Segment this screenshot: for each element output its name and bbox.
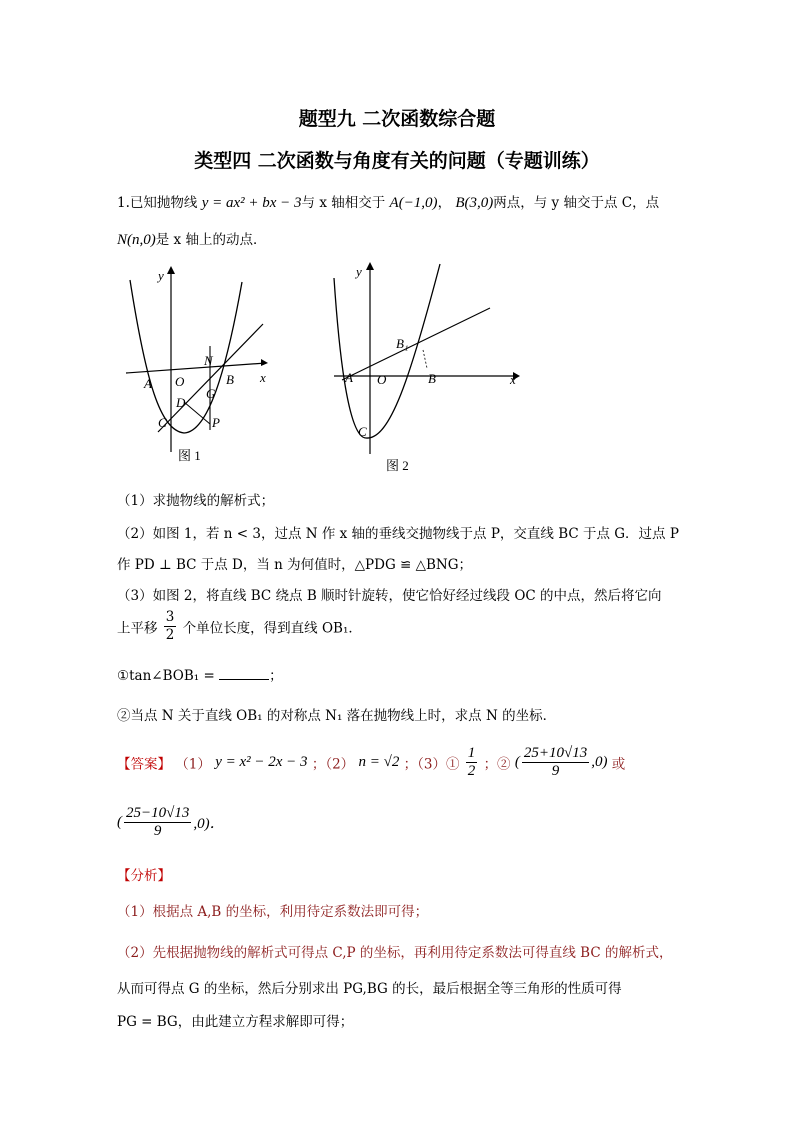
fig1-label-b: B: [226, 372, 234, 387]
fig1-label-p: P: [212, 415, 220, 430]
analysis-step2-line1: （2）先根据抛物线的解析式可得点 C,P 的坐标，再利用待定系数法可得直线 BC 的解析式，: [117, 945, 673, 961]
page-subtitle: 类型四 二次函数与角度有关的问题（专题训练）: [194, 150, 600, 172]
answer-part: ；（2）: [311, 756, 355, 773]
answer-4-num: 25+10√13: [523, 745, 588, 761]
fig1-label-d: D: [176, 395, 186, 410]
fig2-caption: 图 2: [386, 458, 409, 473]
question-3-sub1: [117, 664, 283, 684]
question-3-line2: [117, 609, 362, 644]
answer-part: （1）: [175, 756, 211, 773]
fig1-label-n: N: [204, 353, 213, 368]
problem-intro-line2: [117, 228, 266, 249]
answer-5-tail: ,0)．: [193, 816, 225, 832]
q3-fraction: [164, 609, 177, 644]
figure-1: [118, 262, 278, 474]
answer-3-fraction: [466, 745, 478, 780]
analysis-step2-line3: PG = BG，由此建立方程求解即可得；: [117, 1014, 354, 1030]
fig2-label-o: O: [377, 372, 387, 387]
answer-5-fraction: [124, 805, 191, 840]
answer-5-num: 25−10√13: [126, 805, 190, 821]
fig2-label-c: C: [358, 424, 367, 439]
fig2-label-b: B: [428, 371, 436, 386]
answer-4-den: 9: [551, 763, 560, 779]
problem-number: 1.: [117, 195, 130, 211]
answer-blank: [219, 667, 269, 680]
point-a: A(−1,0): [389, 195, 438, 211]
fig2-label-x: x: [510, 372, 516, 387]
problem-text: 已知抛物线: [129, 195, 198, 211]
fig1-caption: 图 1: [178, 448, 201, 463]
q3-text: 上平移: [117, 620, 158, 637]
question-3-sub2: ②当点 N 关于直线 OB₁ 的对称点 N₁ 落在抛物线上时，求点 N 的坐标．: [117, 708, 557, 724]
problem-intro-line1: [117, 191, 659, 212]
problem-text: 与 x 轴相交于: [301, 195, 386, 211]
analysis-step1: （1）根据点 A,B 的坐标，利用待定系数法即可得；: [117, 904, 429, 920]
question-2-line1: （2）如图 1，若 n < 3，过点 N 作 x 轴的垂线交抛物线于点 P，交直线 BC 于点 G．过点 P: [117, 526, 679, 542]
problem-text: 是 x 轴上的动点．: [155, 232, 267, 248]
q3-frac-num: 3: [165, 609, 175, 625]
point-b: B(3,0): [455, 195, 494, 211]
q3-sub1-text: ①tan∠BOB₁ =: [117, 668, 215, 684]
point-n: N(n,0): [117, 232, 156, 248]
answer-or: 或: [611, 756, 626, 773]
problem-text: 两点，与 y 轴交于点 C，点: [493, 195, 660, 211]
answer-label: 【答案】: [117, 756, 171, 773]
parabola-equation: y = ax² + bx − 3: [201, 195, 302, 211]
fig2-label-b1: B₁: [396, 336, 409, 351]
answer-1: y = x² − 2x − 3: [215, 754, 308, 770]
answer-4-tail: ,0): [591, 754, 608, 770]
answer-part: ；②: [483, 756, 511, 773]
analysis-step2-line2: 从而可得点 G 的坐标，然后分别求出 PG,BG 的长，最后根据全等三角形的性质可得: [117, 981, 622, 997]
answer-line2: ( $\frac{25-10√13}{9}$ ,0)．: [117, 805, 225, 839]
fig1-label-g: G: [206, 386, 216, 401]
answer-3-den: 2: [467, 763, 476, 779]
question-3-line1: （3）如图 2，将直线 BC 绕点 B 顺时针旋转，使它恰好经过线段 OC 的中点，然后将它向: [117, 588, 662, 604]
answer-5-den: 9: [153, 823, 162, 839]
fig2-label-y: y: [356, 264, 362, 279]
q3-sub1-end: ；: [269, 668, 283, 684]
separator: ，: [437, 195, 452, 211]
fig1-label-x: x: [260, 370, 266, 385]
analysis-label: 【分析】: [117, 868, 171, 884]
q3-frac-den: 2: [165, 627, 175, 643]
answer-3-num: 1: [467, 745, 476, 761]
fig1-label-c: C: [158, 415, 167, 430]
figure-2: [330, 258, 530, 478]
fig1-label-y: y: [158, 268, 164, 283]
answer-line1: 【答案】 （1） y = x² − 2x − 3 ；（2） n = √2 ；（3）① $\frac{1}{2}$ ；② ( $\frac{25+10√13}{9}$ ,0) 或: [117, 745, 626, 779]
question-1: （1）求抛物线的解析式；: [117, 493, 275, 509]
fig1-label-a: A: [144, 376, 152, 391]
q3-text: 个单位长度，得到直线 OB₁．: [182, 620, 362, 637]
answer-4-fraction: [522, 745, 589, 780]
page-title: 题型九 二次函数综合题: [298, 108, 496, 130]
answer-part: ；（3）①: [403, 756, 460, 773]
answer-2: n = √2: [358, 754, 400, 770]
question-2-line2: 作 PD ⊥ BC 于点 D，当 n 为何值时，△PDG ≌ △BNG；: [117, 557, 473, 573]
fig2-label-a: A: [345, 370, 353, 385]
fig1-label-o: O: [175, 374, 185, 389]
